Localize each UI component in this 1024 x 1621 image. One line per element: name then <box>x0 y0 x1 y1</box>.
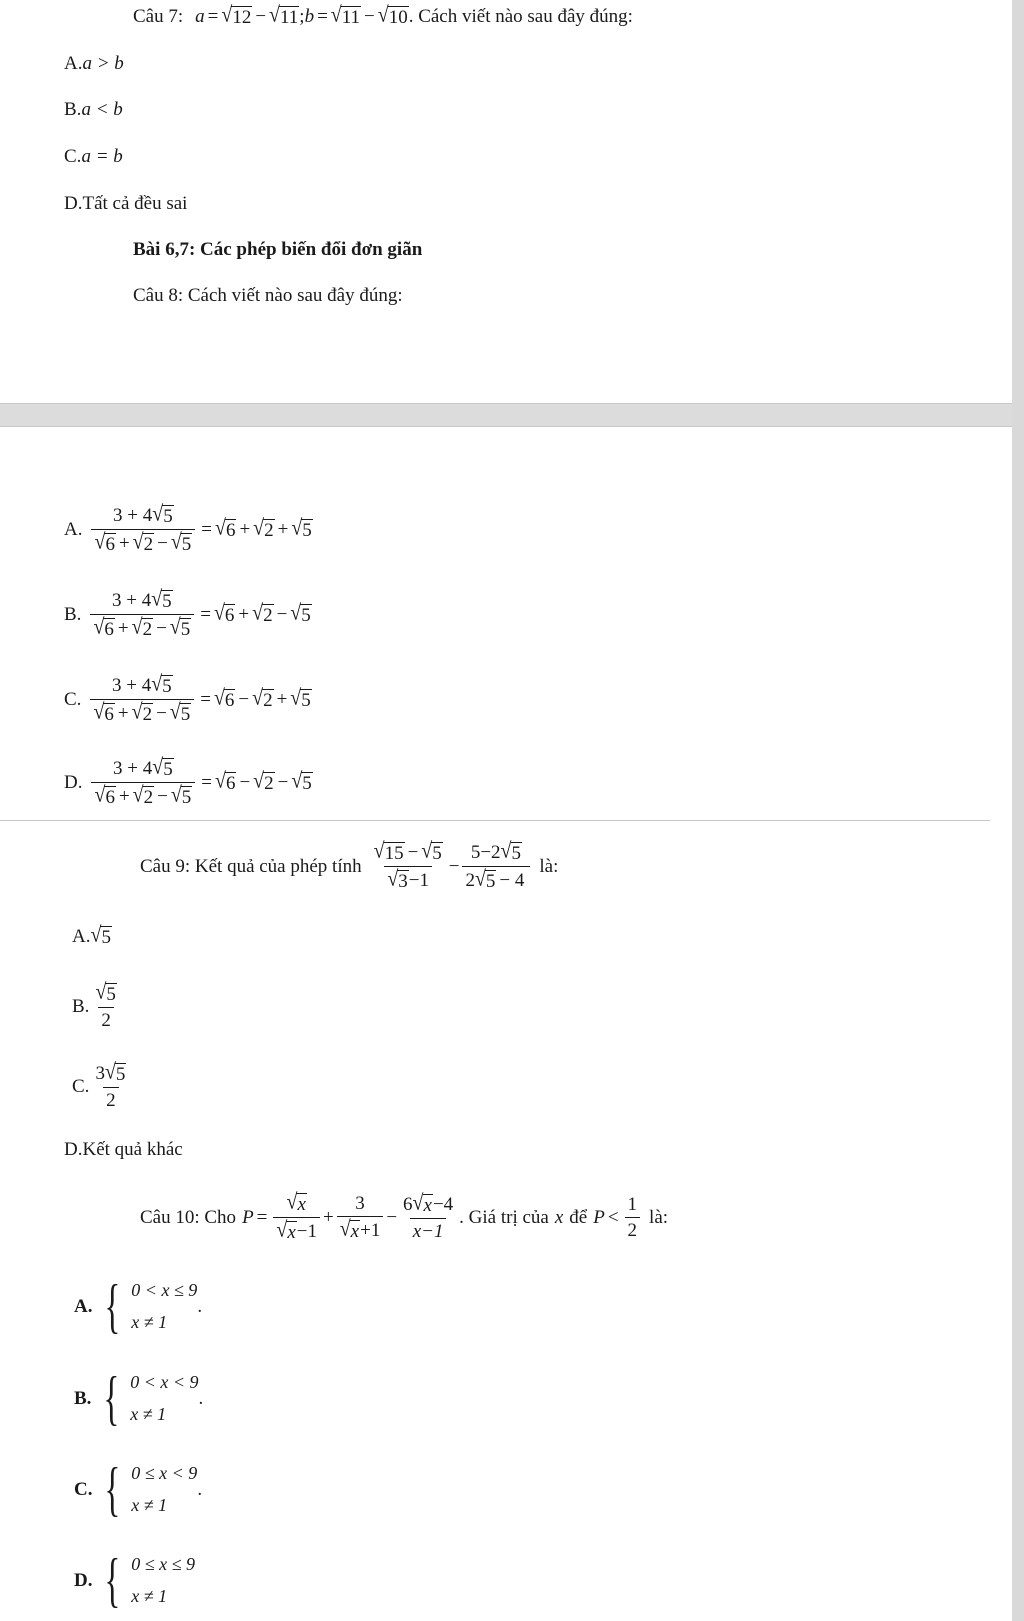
q7-option-b[interactable]: B. a < b <box>64 99 123 120</box>
q10-option-b[interactable]: B. { 0 < x < 9 x ≠ 1 . <box>74 1365 204 1431</box>
q8-option-c[interactable]: C. 3 + 4 √ 5 √ 6 + √ 2 − √ 5 = √ 6 − √ 2 + √ 5 <box>64 671 311 725</box>
q10-stem: Câu 10: Cho P = √ x √ x −1 + 3 √ x +1 − 6 √ x −4 x−1 . Giá trị của x để P < $\frac{1}{2}$ là: <box>140 1189 669 1243</box>
q7-sqrt12: √ 12 <box>221 2 252 28</box>
q10-half: $\frac{1}{2}$ <box>625 1195 641 1240</box>
q8-option-d[interactable]: D. 3 + 4 √ 5 √ 6 + √ 2 − √ 5 = √ 6 − √ 2 − √ 5 <box>64 754 312 808</box>
page-edge <box>1012 0 1024 1621</box>
q7-tail: . Cách viết nào sau đây đúng: <box>408 6 633 27</box>
q8a-fraction: 3 + 4 √ 5 √ 6 + √ 2 − √ 5 <box>91 505 195 554</box>
q9-fraction-1: √ 15 − √ 5 √ 3 −1 <box>373 838 442 892</box>
q7-option-a[interactable]: A. a > b <box>64 53 124 74</box>
q9-tail: là: <box>539 856 559 877</box>
q10-term-2: 3 √ x +1 <box>337 1194 384 1241</box>
q8d-fraction: 3 + 4 √ 5 √ 6 + √ 2 − √ 5 <box>91 758 195 807</box>
q10-term-1: √ x √ x −1 <box>273 1193 320 1242</box>
q10-term-3: 6 √ x −4 x−1 <box>403 1190 454 1242</box>
q8c-fraction: 3 + 4 √ 5 √ 6 + √ 2 − √ 5 <box>90 675 194 724</box>
page-break-band <box>0 403 1012 427</box>
q7-a-var: a <box>195 6 205 27</box>
q7-sqrt11b: √ 11 <box>330 2 361 28</box>
q9-option-c[interactable]: C. 3 √ 5 2 <box>72 1059 126 1111</box>
q8-option-b[interactable]: B. 3 + 4 √ 5 √ 6 + √ 2 − √ 5 = √ 6 + √ 2 − √ 5 <box>64 586 311 640</box>
q9-option-d[interactable]: D. Kết quả khác <box>64 1139 183 1160</box>
q10-option-c[interactable]: C. { 0 ≤ x < 9 x ≠ 1 . <box>74 1456 203 1522</box>
q8-option-a[interactable]: A. 3 + 4 √ 5 √ 6 + √ 2 − √ 5 = √ 6 + √ 2 + √ 5 <box>64 501 312 555</box>
q9-stem: Câu 9: Kết quả của phép tính √ 15 − √ 5 √ 3 −1 − 5−2 √ 5 2 √ 5 − 4 là: <box>140 838 559 892</box>
q9-option-a[interactable]: A. √ 5 <box>72 922 111 948</box>
section-title: Bài 6,7: Các phép biến đổi đơn giãn <box>133 239 423 260</box>
q7-option-c[interactable]: C. a = b <box>64 146 123 167</box>
q7-eq: = <box>207 6 219 27</box>
q10-option-d[interactable]: D. { 0 ≤ x ≤ 9 x ≠ 1 <box>74 1547 196 1613</box>
q7-sqrt11: √ 11 <box>269 2 299 28</box>
q8b-fraction: 3 + 4 √ 5 √ 6 + √ 2 − √ 5 <box>90 590 194 639</box>
q10-option-a[interactable]: A. { 0 < x ≤ 9 x ≠ 1 . <box>74 1273 203 1339</box>
q9-fraction-2: 5−2 √ 5 2 √ 5 − 4 <box>462 842 530 891</box>
q7-label: Câu 7: <box>133 6 184 27</box>
q7-sqrt10: √ 10 <box>377 2 408 28</box>
q10-label: Câu 10: Cho <box>140 1207 237 1228</box>
q7-stem: Câu 7: a = √ 12 − √ 11 ; b = √ 11 − √ 10 . Cách viết nào sau đây đúng: <box>133 2 633 28</box>
q7-option-d[interactable]: D. Tất cả đều sai <box>64 193 188 214</box>
q9-option-b[interactable]: B. √ 5 2 <box>72 979 116 1031</box>
q9-label: Câu 9: Kết quả của phép tính <box>140 856 362 877</box>
q7-b-var: b <box>304 6 315 27</box>
q8-stem: Câu 8: Cách viết nào sau đây đúng: <box>133 285 403 306</box>
separator-line <box>0 820 990 821</box>
